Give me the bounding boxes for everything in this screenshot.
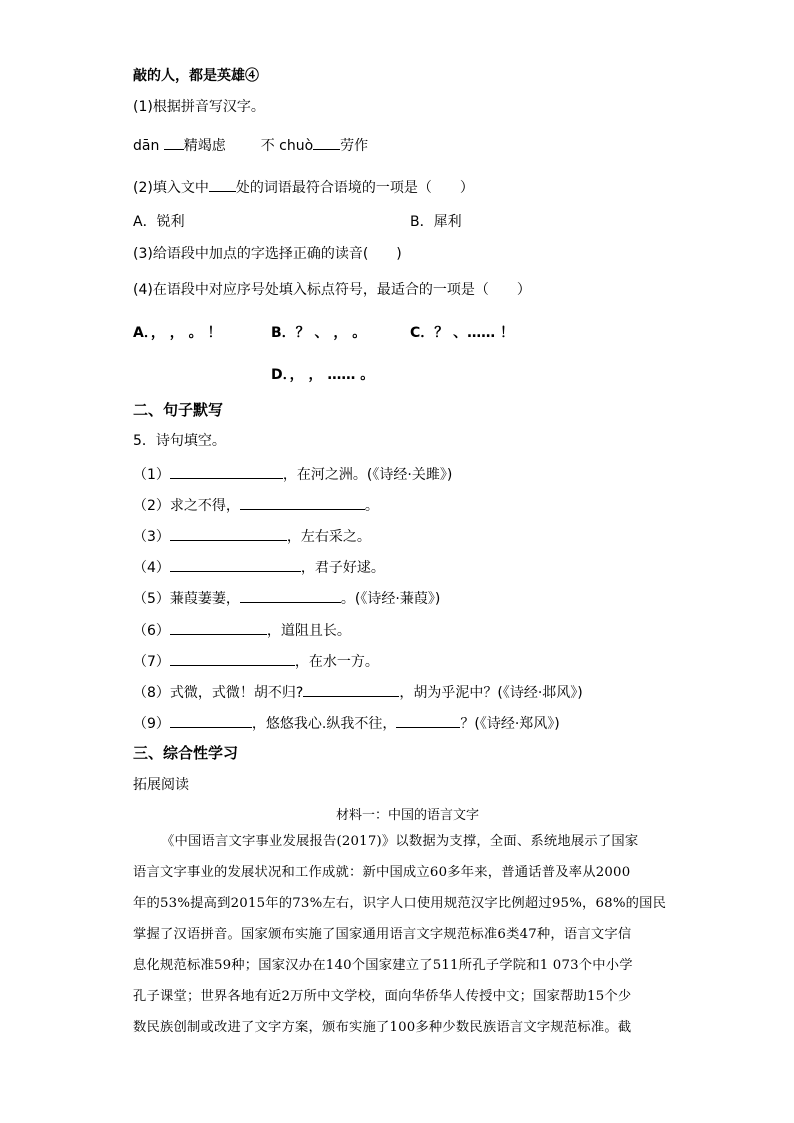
q4-option-b[interactable]: B．？ 、 ， 。 — [271, 325, 367, 341]
poem-blank[interactable] — [170, 557, 301, 572]
paragraph-line: 孔子课堂；世界各地有近2万所中文学校，面向华侨华人传授中文；国家帮助15个少 — [133, 989, 632, 1004]
section-3-subtitle: 拓展阅读 — [133, 777, 189, 793]
poem-item-num: （1） — [133, 467, 170, 483]
paragraph-line: 息化规范标准59种；国家汉办在140个国家建立了511所孔子学院和1 073个中小学 — [133, 958, 633, 973]
q1-pinyin-row — [133, 135, 368, 155]
poem-item-7 — [133, 651, 379, 671]
paragraph-line: 《中国语言文字事业发展报告(2017)》以数据为支撑，全面、系统地展示了国家 — [161, 834, 639, 849]
poem-blank[interactable] — [170, 651, 295, 666]
poem-item-4 — [133, 557, 385, 577]
q5-label: 5．诗句填空。 — [133, 433, 226, 449]
poem-item-num: （5） — [133, 591, 170, 607]
poem-text: 。(《诗经·蒹葭》) — [340, 591, 441, 607]
poem-item-num: （7） — [133, 654, 170, 670]
poem-item-num: （3） — [133, 529, 170, 545]
top-fragment: 敲的人，都是英雄④ — [133, 68, 259, 84]
q4-option-a[interactable]: A．， ， 。 ！ — [133, 325, 222, 341]
poem-text: ，胡为乎泥中？(《诗经·邶风》) — [399, 685, 583, 701]
poem-text: 蒹葭萋萋， — [169, 591, 240, 607]
q2-label — [133, 177, 474, 197]
poem-text: ？(《诗经·郑风》) — [460, 716, 560, 732]
poem-item-2 — [133, 495, 379, 515]
q4-option-d[interactable]: D．， ， …… 。 — [271, 367, 375, 383]
poem-item-6 — [133, 620, 351, 640]
q1-pinyin2: 不 chuò — [260, 138, 314, 154]
poem-blank[interactable] — [396, 713, 460, 728]
q1-blank-2[interactable] — [313, 135, 340, 150]
poem-text: ，道阻且长。 — [266, 623, 351, 639]
paragraph-line: 数民族创制或改进了文字方案，颁布实施了100多种少数民族语言文字规范标准。截 — [133, 1020, 632, 1035]
poem-blank[interactable] — [170, 713, 252, 728]
q4-option-c[interactable]: C．？ 、…… ！ — [410, 325, 515, 341]
poem-text: ，左右采之。 — [286, 529, 371, 545]
poem-text: 式微，式微！胡不归? — [169, 685, 304, 701]
paragraph-line: 年的53%提高到2015年的73%左右，识字人口使用规范汉字比例超过95%，68%的国民 — [133, 896, 667, 911]
q1-pinyin1: dān — [133, 138, 160, 154]
paragraph-line: 掌握了汉语拼音。国家颁布实施了国家通用语言文字规范标准6类47种，语言文字信 — [133, 927, 632, 942]
q1-blank-1[interactable] — [164, 135, 184, 150]
q2-blank[interactable] — [209, 177, 236, 192]
poem-item-num: （4） — [133, 560, 170, 576]
q4-label: (4)在语段中对应序号处填入标点符号，最适合的一项是（ ） — [133, 282, 531, 298]
poem-text: 。 — [364, 498, 379, 514]
poem-item-num: （9） — [133, 716, 170, 732]
poem-blank[interactable] — [240, 495, 365, 510]
poem-item-3 — [133, 526, 371, 546]
poem-blank[interactable] — [170, 464, 283, 479]
poem-text: ，在河之洲。(《诗经·关雎》) — [282, 467, 453, 483]
material-paragraph — [133, 826, 667, 1043]
poem-blank[interactable] — [303, 682, 399, 697]
q1-label: (1)根据拼音写汉字。 — [133, 99, 265, 115]
poem-blank[interactable] — [240, 588, 341, 603]
q2-option-a[interactable]: A．锐利 — [133, 214, 185, 230]
poem-blank[interactable] — [170, 620, 267, 635]
poem-text: ，在水一方。 — [294, 654, 379, 670]
q3-label: (3)给语段中加点的字选择正确的读音( ) — [133, 246, 402, 262]
section-2-title: 二、句子默写 — [133, 401, 224, 419]
material-title: 材料一：中国的语言文字 — [336, 808, 480, 823]
paragraph-line: 语言文字事业的发展状况和工作成就：新中国成立60多年来，普通话普及率从2000 — [133, 865, 631, 880]
poem-blank[interactable] — [170, 526, 287, 541]
poem-text: ，悠悠我心.纵我不往， — [251, 716, 397, 732]
q2-label-post: 处的词语最符合语境的一项是（ ） — [235, 180, 474, 196]
poem-item-9 — [133, 713, 560, 733]
poem-item-5 — [133, 588, 440, 608]
poem-item-num: （8） — [133, 685, 170, 701]
poem-item-num: （6） — [133, 623, 170, 639]
q2-label-pre: (2)填入文中 — [133, 180, 209, 196]
poem-text: 求之不得， — [169, 498, 240, 514]
section-3-title: 三、综合性学习 — [133, 744, 239, 762]
q1-after2: 劳作 — [340, 138, 369, 154]
poem-item-8 — [133, 682, 583, 702]
poem-item-1 — [133, 464, 452, 484]
q2-option-b[interactable]: B．犀利 — [410, 214, 462, 230]
poem-item-num: （2） — [133, 498, 170, 514]
q1-after1: 精竭虑 — [183, 138, 226, 154]
poem-text: ，君子好逑。 — [300, 560, 385, 576]
